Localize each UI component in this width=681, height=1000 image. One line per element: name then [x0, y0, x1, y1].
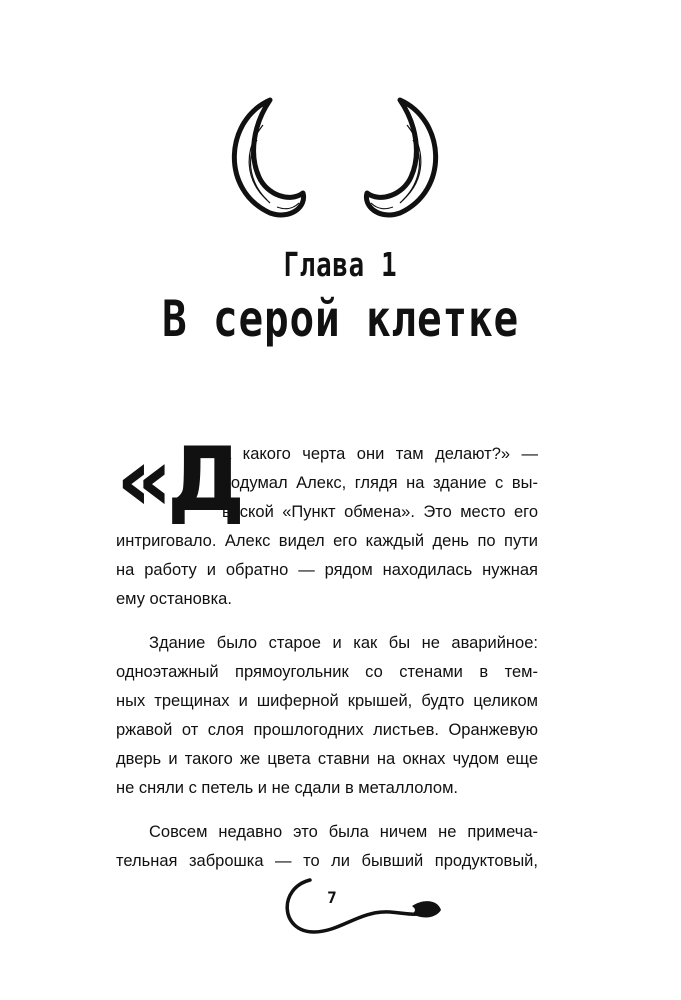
chapter-title: В серой клетке — [161, 290, 520, 348]
text-line: не сняли с петель и не сдали в металлолом. — [116, 779, 459, 797]
text-line: Совсем недавно это была ничем не примеча- — [149, 823, 538, 841]
paragraph-2 — [116, 629, 538, 803]
text-line: тельная заброшка — то ли бывший продуктовый, — [116, 852, 538, 870]
text-line: подумал Алекс, глядя на здание с вы- — [222, 474, 538, 492]
chapter-label: Глава 1 — [283, 245, 398, 284]
paragraph-1 — [116, 527, 538, 614]
text-line: Здание было старое и как бы не аварийное: — [149, 634, 538, 652]
text-line: а какого черта они там делают?» — — [222, 445, 538, 463]
text-line: ржавой от слоя прошлогодних листьев. Оранжевую — [116, 721, 538, 739]
text-line: на работу и обратно — рядом находилась нужная — [116, 561, 538, 579]
horns-icon — [215, 95, 455, 220]
drop-cap: «Д — [116, 428, 240, 531]
dropcap-lines — [222, 440, 538, 527]
text-line: веской «Пункт обмена». Это место его — [222, 503, 538, 521]
tail-ornament-icon — [278, 870, 443, 940]
text-line: интриговало. Алекс видел его каждый день по пути — [116, 532, 538, 550]
page-number: 7 — [327, 888, 337, 907]
paragraph-3 — [116, 818, 538, 876]
text-line: ных трещинах и шиферной крышей, будто целиком — [116, 692, 538, 710]
text-line: ему остановка. — [116, 590, 232, 608]
text-line: одноэтажный прямоугольник со стенами в тем- — [116, 663, 538, 681]
text-line: дверь и такого же цвета ставни на окнах чудом еще — [116, 750, 538, 768]
